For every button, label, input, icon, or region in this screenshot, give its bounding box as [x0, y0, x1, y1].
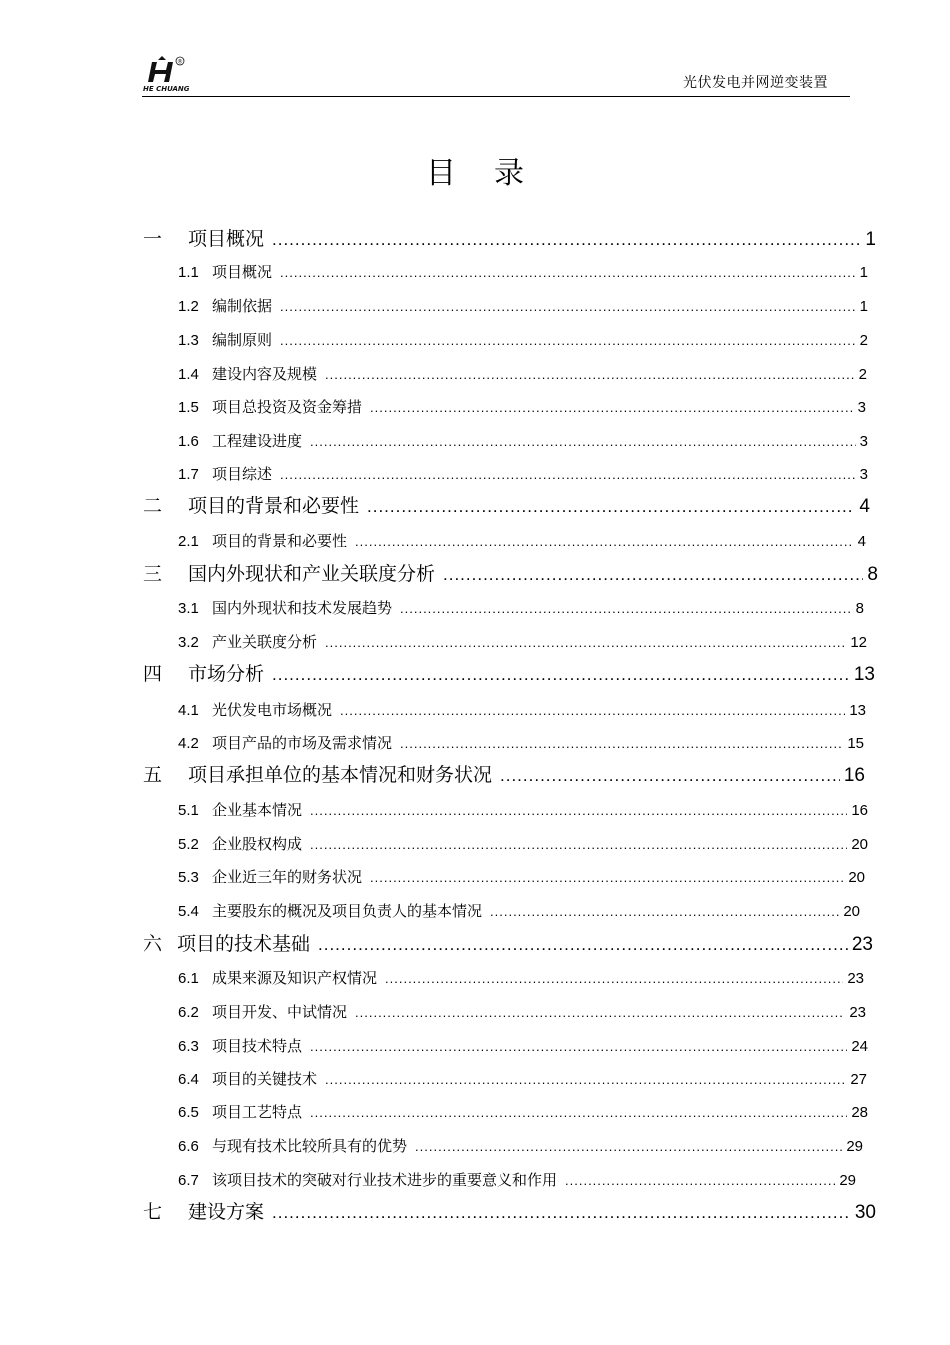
toc-entry-title: 项目的技术基础 [177, 933, 311, 955]
toc-entry-number: 1.1 [178, 264, 199, 281]
toc-entry-title: 国内外现状和产业关联度分析 [188, 563, 436, 585]
toc-section-entry[interactable] [178, 295, 868, 317]
toc-section-entry[interactable] [178, 1135, 863, 1157]
toc-dot-leader [370, 870, 844, 885]
toc-entry-title: 建设方案 [188, 1201, 265, 1223]
toc-entry-page: 8 [855, 600, 864, 617]
toc-entry-page: 20 [843, 903, 860, 920]
toc-section-entry[interactable] [178, 1001, 866, 1023]
toc-entry-page: 23 [851, 934, 873, 955]
toc-entry-page: 27 [850, 1071, 867, 1088]
toc-entry-page: 2 [858, 366, 867, 383]
toc-entry-number: 6.5 [178, 1104, 199, 1121]
toc-section-entry[interactable] [178, 1169, 856, 1191]
toc-chapter-entry[interactable] [143, 760, 865, 786]
toc-dot-leader [310, 1039, 847, 1054]
toc-entry-number: 1.7 [178, 466, 199, 483]
toc-entry-page: 13 [853, 664, 875, 685]
toc-dot-leader [310, 1105, 847, 1120]
toc-entry-number: 三 [143, 563, 163, 585]
toc-dot-leader [400, 736, 843, 751]
toc-entry-number: 5.2 [178, 836, 199, 853]
toc-entry-page: 30 [854, 1202, 876, 1223]
toc-entry-number: 6.4 [178, 1071, 199, 1088]
toc-entry-title: 产业关联度分析 [212, 633, 318, 651]
toc-entry-page: 1 [865, 229, 876, 250]
toc-dot-leader [385, 971, 843, 986]
toc-entry-number: 一 [143, 228, 163, 250]
toc-chapter-entry[interactable] [143, 929, 873, 955]
toc-entry-title: 与现有技术比较所具有的优势 [212, 1137, 408, 1155]
toc-section-entry[interactable] [178, 699, 866, 721]
toc-entry-title: 企业股权构成 [212, 835, 303, 853]
toc-entry-number: 3.2 [178, 634, 199, 651]
toc-section-entry[interactable] [178, 396, 866, 418]
toc-entry-number: 七 [143, 1201, 163, 1223]
toc-dot-leader [325, 1072, 846, 1087]
toc-dot-leader [280, 299, 856, 314]
toc-entry-number: 1.4 [178, 366, 199, 383]
toc-entry-page: 15 [847, 735, 864, 752]
toc-dot-leader [310, 803, 847, 818]
toc-section-entry[interactable] [178, 833, 868, 855]
toc-entry-number: 2.1 [178, 533, 199, 550]
toc-dot-leader [325, 635, 846, 650]
registered-mark: ® [177, 58, 183, 66]
toc-entry-page: 8 [867, 564, 878, 585]
toc-entry-title: 项目技术特点 [212, 1037, 303, 1055]
toc-entry-page: 24 [851, 1038, 868, 1055]
toc-dot-leader [370, 400, 854, 415]
toc-dot-leader [565, 1173, 835, 1188]
toc-section-entry[interactable] [178, 261, 868, 283]
toc-dot-leader [310, 434, 856, 449]
toc-dot-leader [415, 1139, 842, 1154]
toc-entry-page: 4 [857, 533, 866, 550]
toc-entry-page: 16 [851, 802, 868, 819]
toc-entry-title: 项目开发、中试情况 [212, 1003, 348, 1021]
toc-entry-title: 项目的关键技术 [212, 1070, 318, 1088]
toc-entry-page: 1 [859, 298, 868, 315]
logo-wordmark: HE CHUANG [143, 85, 190, 93]
toc-entry-title: 企业近三年的财务状况 [212, 868, 363, 886]
toc-section-entry[interactable] [178, 329, 868, 351]
toc-chapter-entry[interactable] [143, 559, 878, 585]
toc-entry-title: 工程建设进度 [212, 432, 303, 450]
toc-entry-title: 光伏发电市场概况 [212, 701, 333, 719]
toc-chapter-entry[interactable] [143, 1197, 876, 1223]
toc-section-entry[interactable] [178, 597, 864, 619]
toc-section-entry[interactable] [178, 1101, 868, 1123]
toc-chapter-entry[interactable] [143, 224, 876, 250]
toc-entry-title: 市场分析 [188, 663, 265, 685]
toc-entry-title: 项目的背景和必要性 [188, 495, 360, 517]
toc-entry-title: 项目概况 [212, 263, 273, 281]
toc-entry-title: 成果来源及知识产权情况 [212, 969, 378, 987]
toc-entry-number: 1.2 [178, 298, 199, 315]
toc-entry-title: 项目工艺特点 [212, 1103, 303, 1121]
toc-section-entry[interactable] [178, 631, 867, 653]
toc-section-entry[interactable] [178, 463, 868, 485]
toc-entry-page: 12 [850, 634, 867, 651]
toc-entry-number: 二 [143, 495, 163, 517]
toc-entry-page: 28 [851, 1104, 868, 1121]
toc-section-entry[interactable] [178, 799, 868, 821]
toc-dot-leader [367, 497, 855, 517]
toc-section-entry[interactable] [178, 1035, 868, 1057]
toc-chapter-entry[interactable] [143, 659, 875, 685]
toc-entry-title: 编制原则 [212, 331, 273, 349]
toc-entry-title: 编制依据 [212, 297, 273, 315]
toc-entry-page: 13 [849, 702, 866, 719]
toc-dot-leader [325, 367, 855, 382]
toc-entry-number: 五 [143, 764, 163, 786]
toc-entry-page: 20 [851, 836, 868, 853]
toc-entry-title: 企业基本情况 [212, 801, 303, 819]
toc-entry-page: 29 [846, 1138, 863, 1155]
toc-entry-number: 6.1 [178, 970, 199, 987]
toc-section-entry[interactable] [178, 1068, 867, 1090]
toc-section-entry[interactable] [178, 732, 864, 754]
toc-entry-page: 20 [848, 869, 865, 886]
toc-entry-title: 该项目技术的突破对行业技术进步的重要意义和作用 [212, 1171, 558, 1189]
toc-entry-title: 项目总投资及资金筹措 [212, 398, 363, 416]
toc-dot-leader [355, 534, 854, 549]
toc-section-entry[interactable] [178, 363, 867, 385]
toc-entry-page: 3 [859, 466, 868, 483]
toc-chapter-entry[interactable] [143, 491, 870, 517]
toc-entry-number: 6.7 [178, 1172, 199, 1189]
toc-entry-number: 4.1 [178, 702, 199, 719]
toc-dot-leader [490, 904, 839, 919]
toc-entry-number: 四 [143, 663, 163, 685]
toc-entry-page: 23 [847, 970, 864, 987]
toc-entry-title: 项目产品的市场及需求情况 [212, 734, 393, 752]
toc-entry-number: 4.2 [178, 735, 199, 752]
toc-entry-page: 29 [839, 1172, 856, 1189]
toc-section-entry[interactable] [178, 430, 868, 452]
toc-section-entry[interactable] [178, 967, 864, 989]
toc-dot-leader [280, 265, 856, 280]
toc-entry-title: 项目的背景和必要性 [212, 532, 348, 550]
toc-section-entry[interactable] [178, 900, 860, 922]
toc-entry-number: 5.4 [178, 903, 199, 920]
toc-entry-page: 4 [859, 496, 870, 517]
toc-entry-page: 16 [843, 765, 865, 786]
toc-entry-number: 5.1 [178, 802, 199, 819]
toc-entry-title: 主要股东的概况及项目负责人的基本情况 [212, 902, 483, 920]
toc-dot-leader [272, 230, 861, 250]
toc-entry-number: 6.3 [178, 1038, 199, 1055]
toc-entry-number: 1.5 [178, 399, 199, 416]
toc-entry-page: 3 [857, 399, 866, 416]
toc-dot-leader [272, 665, 850, 685]
document-header-title: 光伏发电并网逆变装置 [683, 75, 828, 91]
toc-dot-leader [443, 565, 863, 585]
toc-entry-number: 5.3 [178, 869, 199, 886]
toc-dot-leader [280, 467, 856, 482]
toc-entry-number: 1.6 [178, 433, 199, 450]
toc-entry-title: 建设内容及规模 [212, 365, 318, 383]
page-header [142, 52, 850, 97]
toc-section-entry[interactable] [178, 866, 865, 888]
toc-dot-leader [310, 837, 847, 852]
toc-entry-page: 23 [849, 1004, 866, 1021]
toc-dot-leader [272, 1203, 851, 1223]
company-logo [142, 56, 192, 94]
toc-entry-page: 3 [859, 433, 868, 450]
toc-entry-number: 六 [143, 933, 163, 955]
toc-entry-page: 1 [859, 264, 868, 281]
toc-entry-number: 6.2 [178, 1004, 199, 1021]
toc-dot-leader [280, 333, 856, 348]
toc-entry-title: 国内外现状和技术发展趋势 [212, 599, 393, 617]
toc-entry-title: 项目承担单位的基本情况和财务状况 [188, 764, 493, 786]
toc-entry-number: 3.1 [178, 600, 199, 617]
toc-dot-leader [400, 601, 852, 616]
toc-entry-title: 项目概况 [188, 228, 265, 250]
toc-section-entry[interactable] [178, 530, 866, 552]
toc-heading: 目录 [426, 156, 562, 191]
toc-dot-leader [318, 935, 848, 955]
toc-entry-title: 项目综述 [212, 465, 273, 483]
toc-dot-leader [340, 703, 845, 718]
toc-entry-number: 6.6 [178, 1138, 199, 1155]
toc-dot-leader [500, 766, 840, 786]
toc-entry-number: 1.3 [178, 332, 199, 349]
toc-entry-page: 2 [859, 332, 868, 349]
toc-dot-leader [355, 1005, 845, 1020]
